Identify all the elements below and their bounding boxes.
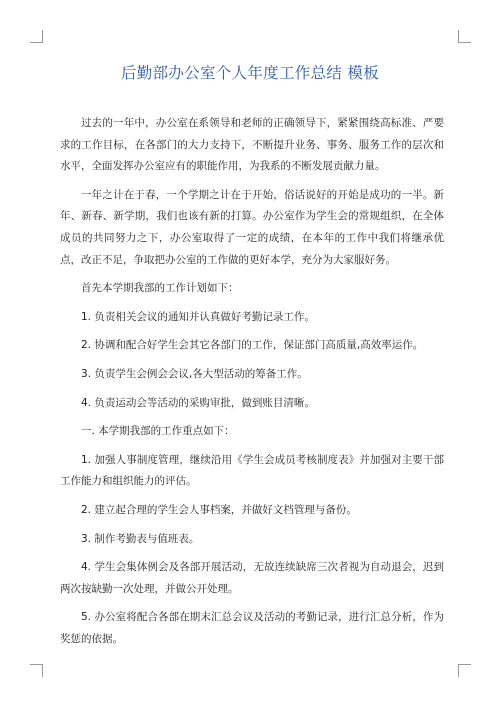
crop-mark-bottom-left	[30, 664, 43, 677]
paragraph-plan-heading: 首先本学期我部的工作计划如下：	[81, 282, 239, 295]
crop-mark-top-left	[30, 30, 43, 43]
list-item: 5. 办公室将配合各部在期末汇总会议及活动的考勤记录，进行汇总分析，作为奖惩的依据。	[60, 611, 444, 645]
paragraph-intro: 过去的一年中，办公室在系领导和老师的正确领导下，紧紧围绕高标准、严要求的工作目标，在各部门的大力支持下，不断提升业务、事务、服务工作的层次和水平，全面发挥办公室应有的职能作用，为我系的不断发展贡献力量。	[60, 117, 444, 173]
list-item: 2. 建立起合理的学生会人事档案，并做好文档管理与备份。	[81, 503, 357, 516]
list-item: 1. 负责相关会议的通知并认真做好考勤记录工作。	[81, 310, 315, 323]
crop-mark-bottom-right	[458, 664, 471, 677]
document-body	[60, 113, 444, 650]
paragraph-new-semester: 一年之计在于春，一个学期之计在于开始，俗话说好的开始是成功的一半。新年、新春、新学期，我们也该有新的打算。办公室作为学生会的常规组织，在全体成员的共同努力之下，办公室取得了一定的成绩，在本年的工作中我们将继承优点，改正不足，争取把办公室的工作做的更好本学，充分为大家服好务。	[60, 188, 444, 266]
list-item: 2. 协调和配合好学生会其它各部门的工作，保证部门高质量,高效率运作。	[81, 339, 424, 352]
crop-mark-top-right	[458, 30, 471, 43]
list-item: 1. 加强人事制度管理，继续沿用《学生会成员考核制度表》并加强对主要干部工作能力和组织能力的评估。	[60, 453, 444, 488]
paragraph-focus-heading: 一. 本学期我部的工作重点如下：	[81, 425, 235, 438]
list-item: 3. 负责学生会例会会议,各大型活动的筹备工作。	[81, 367, 308, 380]
list-item: 4. 学生会集体例会及各部开展活动，无故连续缺席三次者视为自动退会，迟到两次按缺勤一次处理，并做公开处理。	[60, 561, 444, 595]
list-item: 3. 制作考勤表与值班表。	[81, 532, 200, 545]
document-title: 后勤部办公室个人年度工作总结 模板	[120, 64, 380, 82]
list-item: 4. 负责运动会等活动的采购审批，做到账目清晰。	[81, 396, 315, 409]
